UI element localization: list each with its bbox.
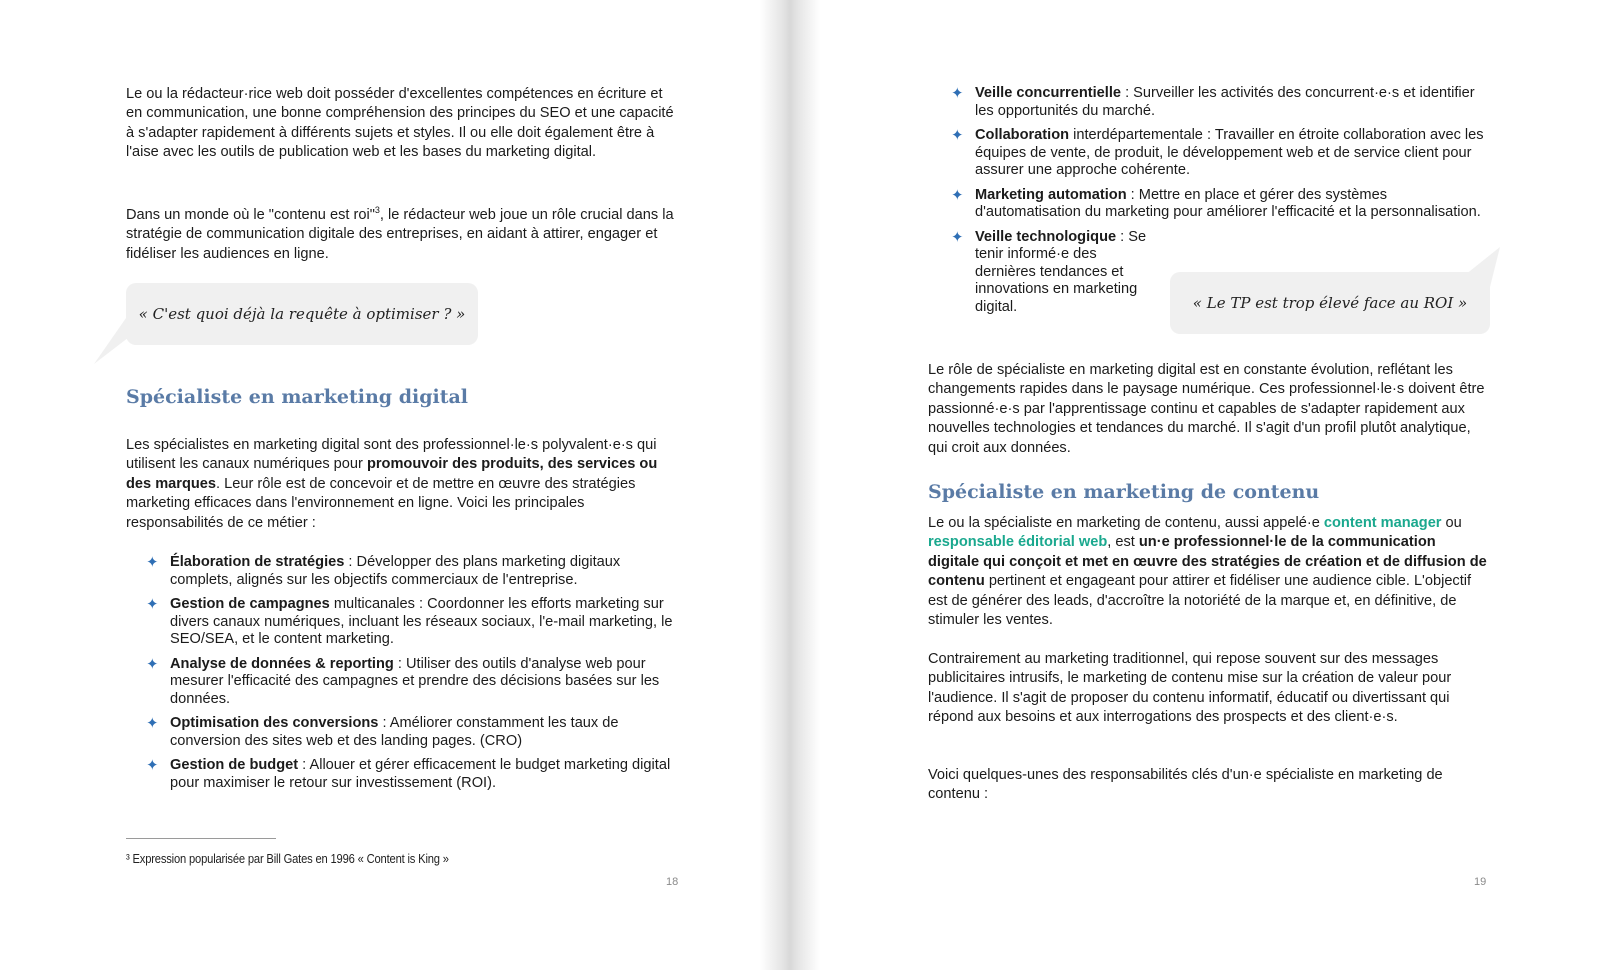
left-page: [0, 0, 770, 970]
list-item: ✦ Gestion de campagnes multicanales : Coordonner les efforts marketing sur divers canaux numériques, incluant les réseaux sociaux, l'e-mail marketing, le SEO/SEA, et le content marketing.: [146, 596, 673, 647]
content-manager-link[interactable]: content manager: [1323, 515, 1442, 531]
star-bullet-icon: ✦: [951, 85, 964, 102]
digital-marketing-paragraph: Les spécialistes en marketing digital sont des professionnel·le·s polyvalent·e·s qui utilisent les canaux numériques pour promouvoir des produits, des services ou des marques. Leur rôle est de concevoir et de mettre en œuvre des stratégies marketing efficaces dans l'environnement en ligne. Voici les principales responsabilités de ce métier :: [126, 437, 658, 531]
section-title-digital-marketing: Spécialiste en marketing digital: [126, 386, 469, 408]
page-number-right: 19: [1474, 876, 1487, 888]
quote-bubble-left: « C'est quoi déjà la requête à optimiser ? »: [126, 283, 478, 345]
star-bullet-icon: ✦: [146, 655, 159, 673]
quote-bubble-right: « Le TP est trop élevé face au ROI »: [1170, 272, 1490, 334]
content-marketing-paragraph: Le ou la spécialiste en marketing de contenu, aussi appelé·e content manager ou responsable éditorial web, est un·e professionnel·le de la communication digitale qui conçoit et met en œuvre des stratégies de création et de diffusion de contenu pertinent et engageant pour attirer et fidéliser une audience cible. L'objectif est de générer des leads, d'accroître la notoriété de la marque et, en définitive, de stimuler les ventes.: [928, 515, 1487, 629]
contrast-paragraph: Contrairement au marketing traditionnel, qui repose souvent sur des messages publicitaires intrusifs, le marketing de contenu mise sur la création de valeur pour l'audience. Il s'agit de proposer du contenu informatif, éducatif ou divertissant qui répond aux besoins et aux interrogations des prospects et des client·e·s.: [928, 651, 1452, 726]
page-number-left: 18: [666, 876, 679, 888]
list-item: ✦ Élaboration de stratégies : Développer des plans marketing digitaux complets, alignés sur les objectifs commerciaux de l'entreprise.: [146, 554, 621, 588]
star-bullet-icon: ✦: [146, 554, 159, 571]
editorial-manager-link[interactable]: responsable éditorial web: [928, 534, 1108, 551]
list-item: ✦ Analyse de données & reporting : Utiliser des outils d'analyse web pour mesurer l'efficacité des campagnes et prendre des décisions basées sur les données.: [146, 655, 660, 707]
footnote-divider: [126, 838, 276, 839]
right-page: [810, 0, 1600, 970]
star-bullet-icon: ✦: [146, 715, 159, 732]
responsibilities-list-left: [146, 554, 676, 799]
intro-paragraph-2: Dans un monde où le "contenu est roi"$^3$, le rédacteur web joue un rôle crucial dans la stratégie de communication digitale des entreprises, en aidant à attirer, engager et fidéliser les audiences en ligne.: [126, 205, 674, 262]
star-bullet-icon: ✦: [951, 127, 964, 144]
list-item: ✦ Veille concurrentielle : Surveiller les activités des concurrent·e·s et identifier les opportunités du marché.: [951, 85, 1475, 119]
closing-paragraph: Voici quelques-unes des responsabilités clés d'un·e spécialiste en marketing de contenu :: [928, 767, 1443, 803]
footnote: ³ Expression popularisée par Bill Gates en 1996 « Content is King »: [126, 851, 449, 866]
evolution-paragraph: Le rôle de spécialiste en marketing digital est en constante évolution, reflétant les changements rapides dans le paysage numérique. Ces professionnel·le·s doivent être passionné·e·s par l'apprentissage continu et capables de s'adapter rapidement aux nouvelles technologies et tendances du marché. Il s'agit d'un profil plutôt analytique, qui croit aux données.: [928, 362, 1485, 456]
footnote-ref[interactable]: 3: [374, 205, 380, 215]
intro-paragraph-1: Le ou la rédacteur·rice web doit posséder d'excellentes compétences en écriture et en communication, une bonne compréhension des principes du SEO et une capacité à s'adapter rapidement à différents sujets et styles. Il ou elle doit également être à l'aise avec les outils de publication web et les bases du marketing digital.: [126, 86, 674, 161]
star-bullet-icon: ✦: [951, 186, 964, 204]
section-title-content-marketing: Spécialiste en marketing de contenu: [928, 481, 1320, 503]
list-item: ✦ Veille technologique : Se tenir informé·e des dernières tendances et innovations en marketing digital.: [951, 228, 1147, 315]
list-item: ✦ Gestion de budget : Allouer et gérer efficacement le budget marketing digital pour maximiser le retour sur investissement (ROI).: [146, 757, 671, 791]
list-item: ✦ Marketing automation : Mettre en place et gérer des systèmes d'automatisation du marketing pour améliorer l'efficacité et la personnalisation.: [951, 186, 1481, 220]
star-bullet-icon: ✦: [146, 757, 159, 774]
star-bullet-icon: ✦: [951, 228, 964, 246]
list-item: ✦ Collaboration interdépartementale : Travailler en étroite collaboration avec les équipes de vente, de produit, le développement web et de service client pour assurer une approche cohérente.: [951, 127, 1484, 178]
list-item: ✦ Optimisation des conversions : Améliorer constamment les taux de conversion des sites web et des landing pages. (CRO): [146, 715, 619, 749]
star-bullet-icon: ✦: [146, 596, 159, 613]
